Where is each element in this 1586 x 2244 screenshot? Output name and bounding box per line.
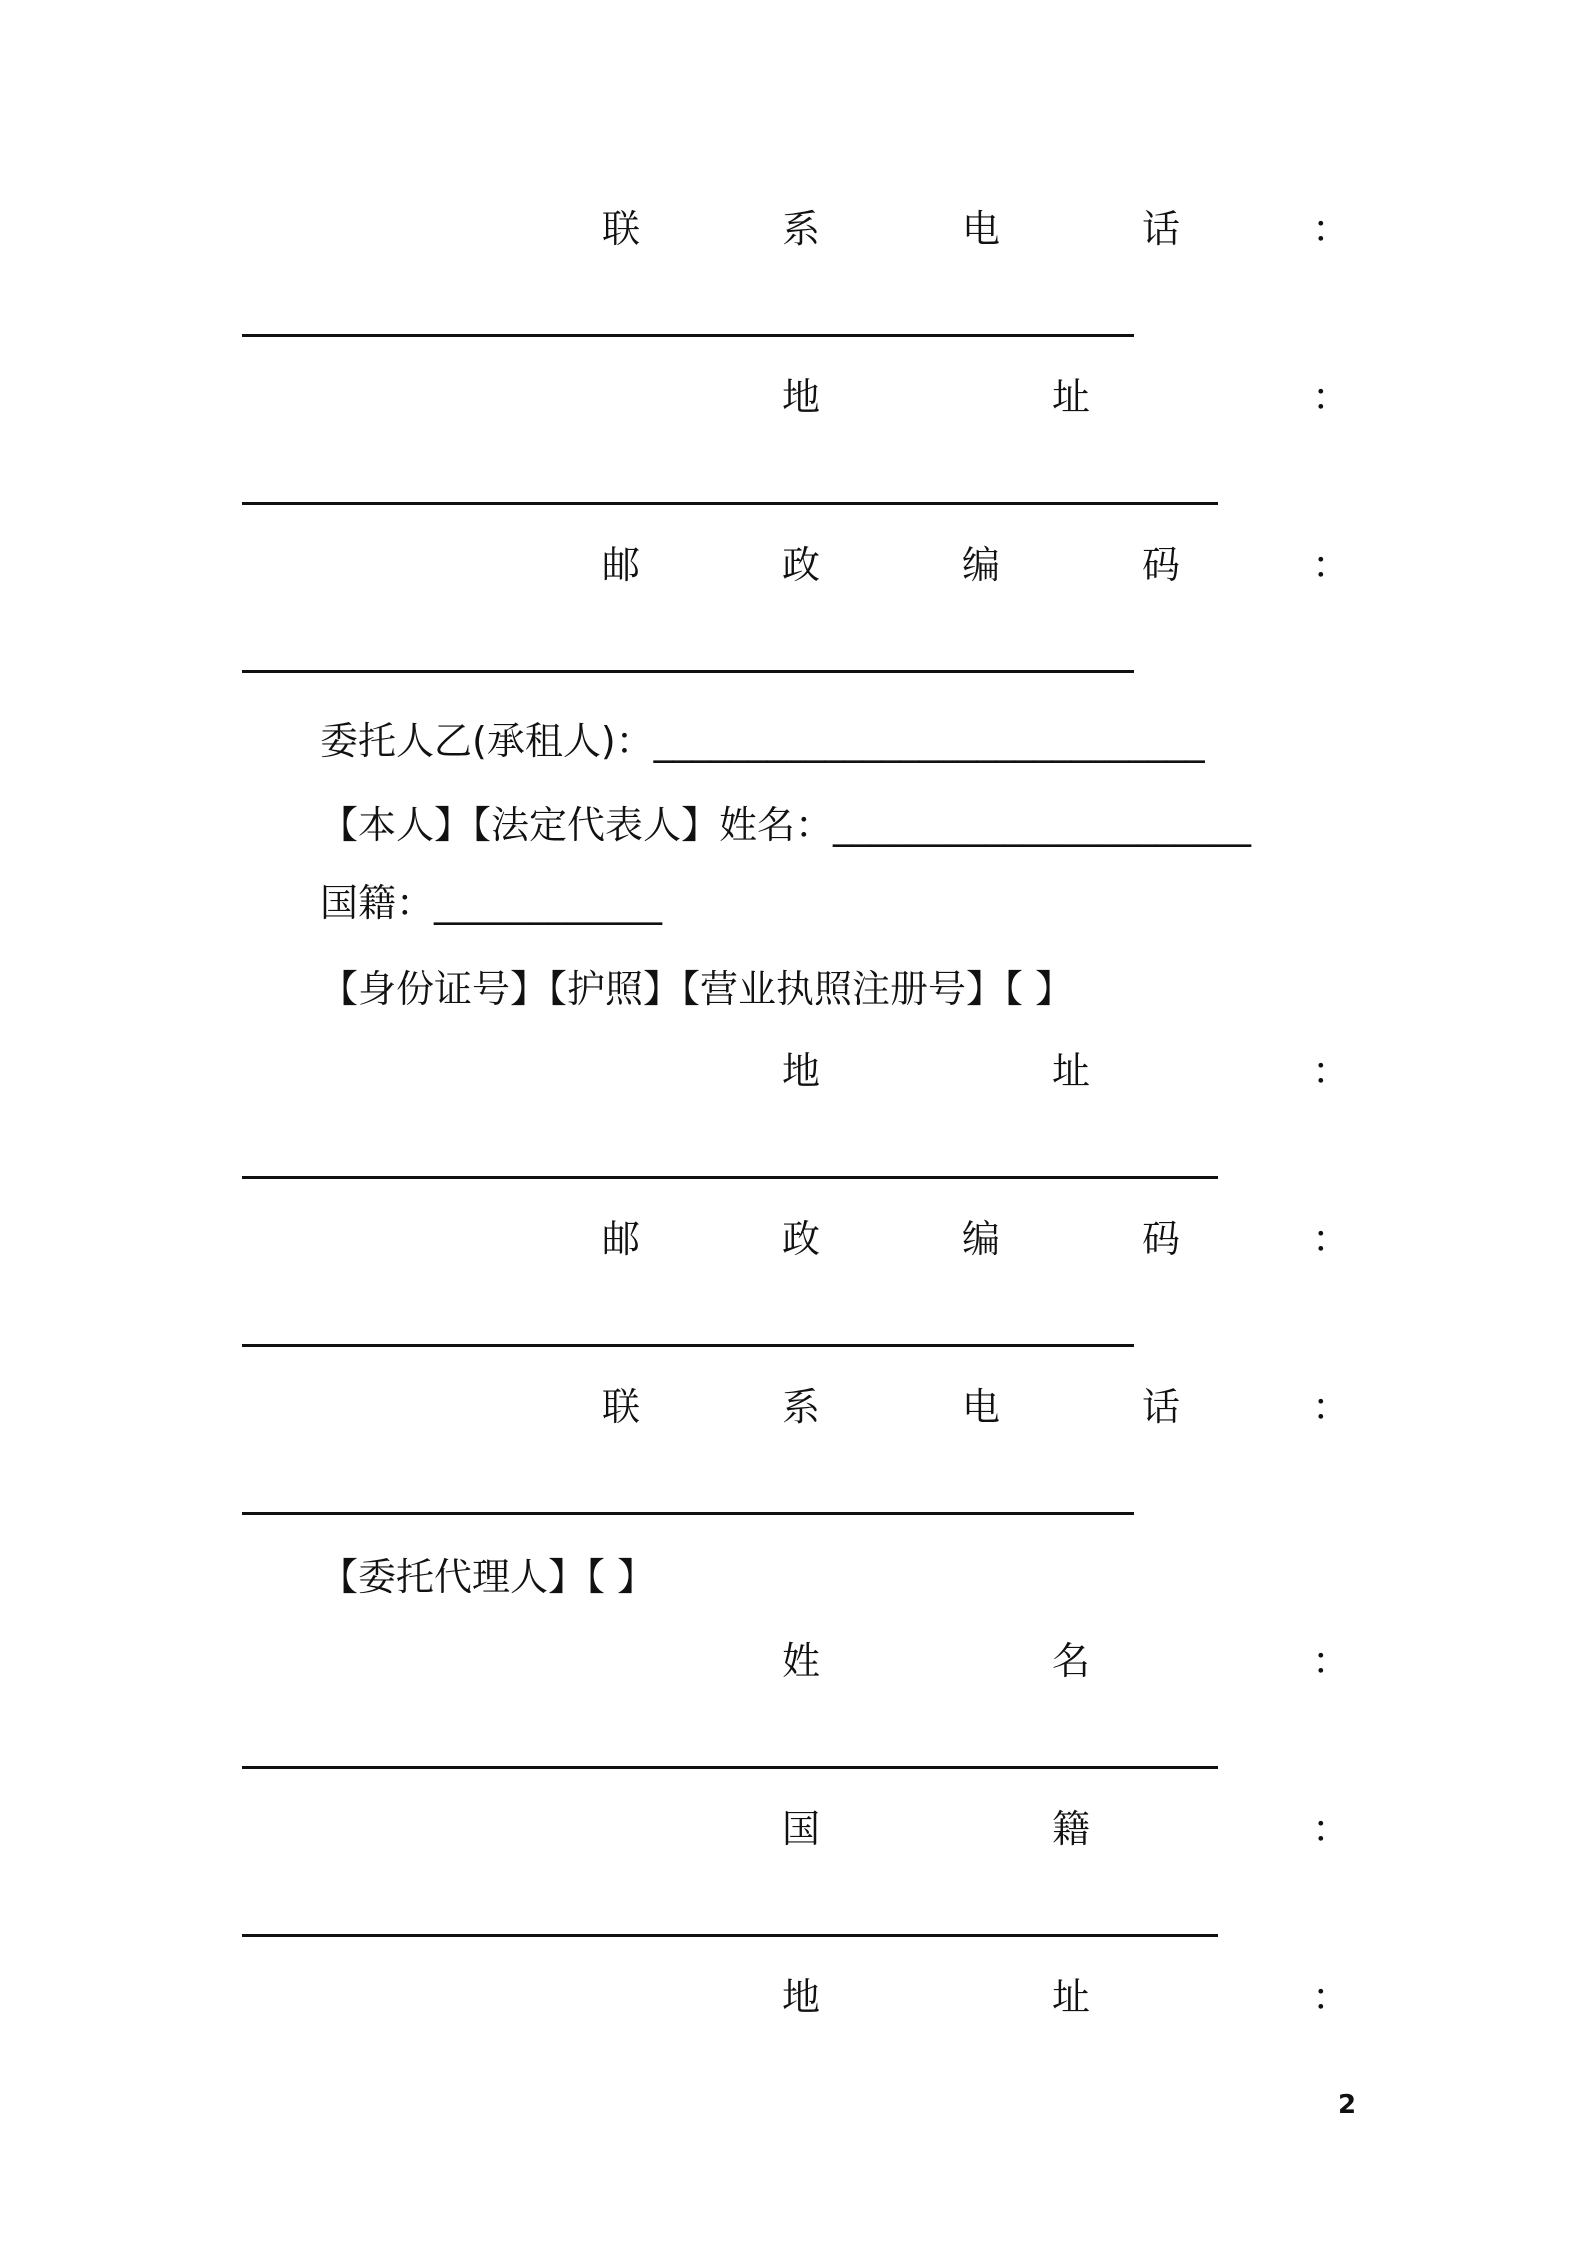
postcode-blank-line[interactable] xyxy=(242,670,1134,673)
agent-nationality-blank-line[interactable] xyxy=(242,1934,1218,1937)
agent-line: 【委托代理人】【 】 xyxy=(320,1555,656,1599)
address-blank-line[interactable] xyxy=(242,502,1218,505)
representative-name-line: 【本人】【法定代表人】姓名：______________________ xyxy=(320,803,1252,847)
page-number: 2 xyxy=(1338,2090,1357,2120)
party-b-phone-blank-line[interactable] xyxy=(242,1512,1134,1515)
nationality-line: 国籍：____________ xyxy=(320,881,663,925)
party-b-postcode-blank-line[interactable] xyxy=(242,1344,1134,1347)
document-page: 联 系 电 话 ： 地 址 ： 邮 政 编 码 ： 委托人乙(承租人)：_____________________________ 【本人】【法定代表人】姓名：______________________ 国籍：____________ 【身份证号】【护照】【营业执照注册号】【 】 地 址 ： 邮 政 编 码 ： 联 系 电 话 ： 【委托代理人】【 】 姓 名 ： 国 籍 ： 地 址 ： 2 xyxy=(0,0,1586,2244)
party-b-address-blank-line[interactable] xyxy=(242,1176,1218,1179)
agent-name-blank-line[interactable] xyxy=(242,1766,1218,1769)
phone-blank-line[interactable] xyxy=(242,334,1134,337)
id-number-line: 【身份证号】【护照】【营业执照注册号】【 】 xyxy=(320,967,1074,1011)
party-b-line: 委托人乙(承租人)：_____________________________ xyxy=(320,719,1205,763)
